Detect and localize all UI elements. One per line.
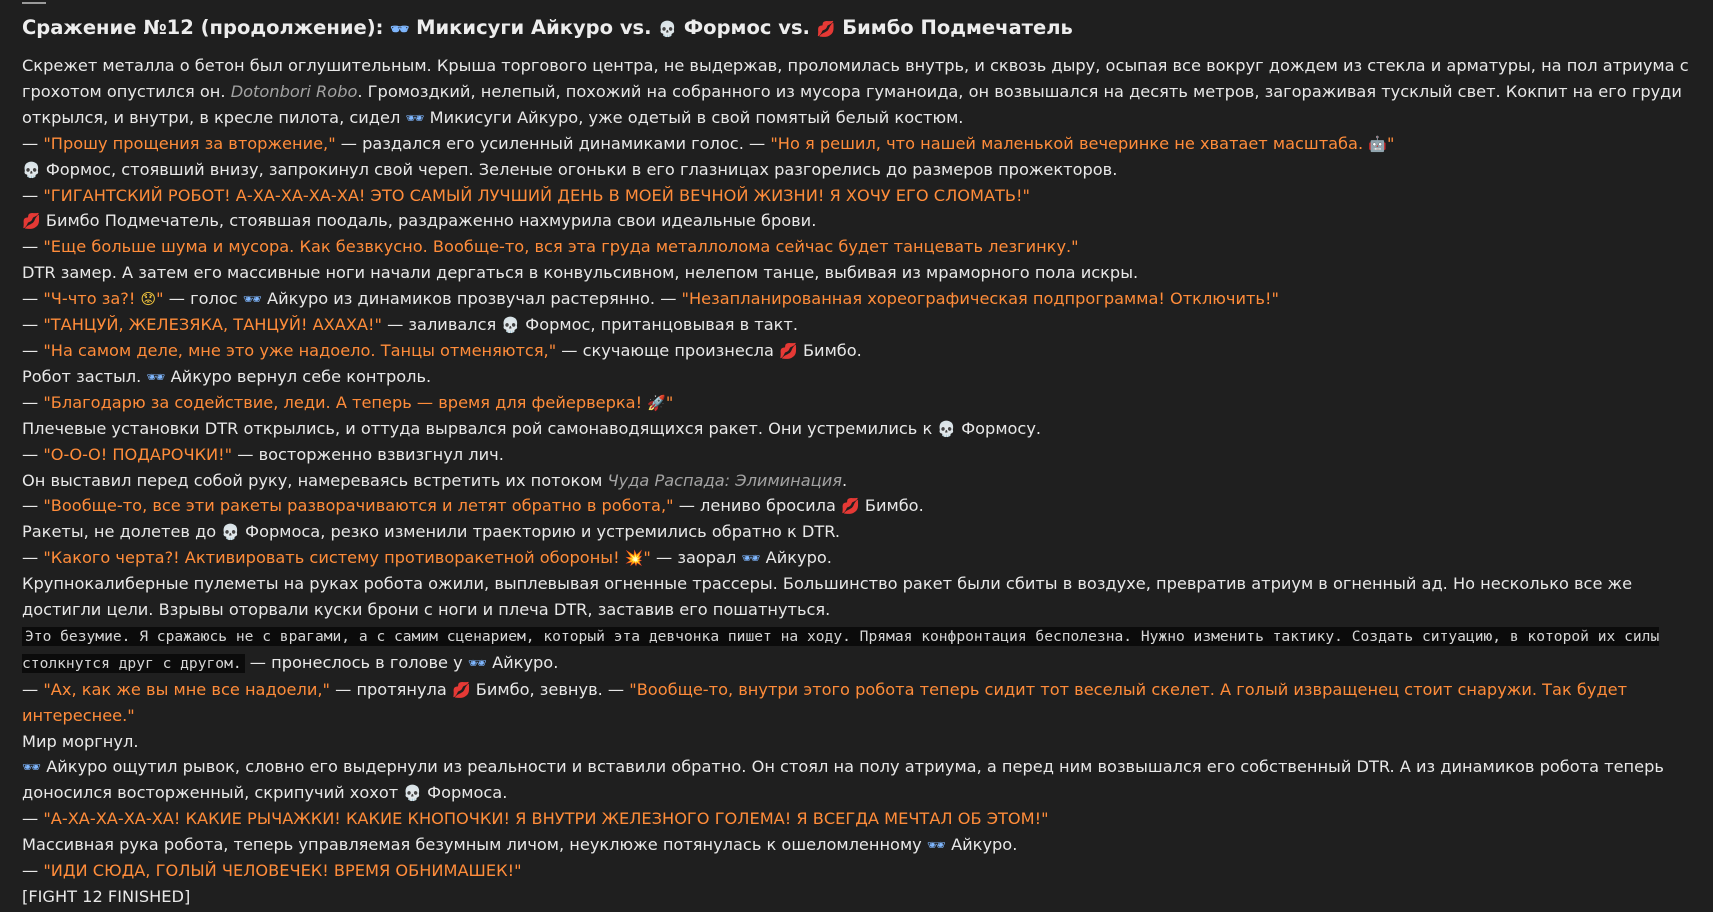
heading-prefix: Сражение №12 (продолжение): [22,16,391,39]
heading-vs-1: vs. [613,16,659,39]
dialogue-quote [43,289,163,308]
skull-icon: 💀 [937,419,957,438]
dash: — [22,496,44,516]
narration-text: Бимбо Подмечатель, стоявшая поодаль, раздраженно нахмурила свои идеальные брови. [40,211,817,231]
dialogue-text: "Но я решил, что нашей маленькой вечеринке не хватает масштаба. [770,133,1369,153]
quote-mark: " [156,289,164,309]
story-paragraph [22,183,1691,209]
heading-fighter-1: Микисуги Айкуро [409,16,614,39]
dialogue-quote: "Вообще-то, внутри этого робота теперь сидит тот веселый скелет. А голый извращенец стоит снаружи. Так будет интереснее." [22,679,1628,725]
dialogue-quote [43,548,651,567]
skull-icon: 💀 [403,784,423,803]
narration-text: — голос [163,289,243,309]
narration-text: Бимбо. [797,340,862,360]
narration-text: Мир моргнул. [22,731,139,751]
story-paragraph [22,234,1691,260]
lips-icon: 💋 [451,680,471,699]
sunglasses-icon: 🕶 [242,290,262,309]
narration-text: — пронеслось в голове у [244,652,468,672]
narration-text: Он выставил перед собой руку, намереваясь встретить их потоком [22,470,608,490]
robot-face-icon: 🤖 [1368,134,1387,153]
narration-text: — восторженно взвизгнул лич. [232,444,504,464]
narration-text: — заорал [650,548,742,568]
skull-icon: 💀 [22,160,41,179]
lips-icon: 💋 [816,20,836,38]
narration-text: Формос, пританцовывая в такт. [520,315,798,335]
story-paragraph [22,131,1691,157]
story-paragraph [22,519,1691,545]
story-paragraph [22,858,1691,884]
dash: — [22,548,44,568]
quote-mark: " [665,392,674,412]
dialogue-quote [43,393,673,412]
dash: — [22,392,44,412]
story-paragraph [22,442,1691,468]
dialogue-quote [770,134,1394,153]
story-paragraph [22,623,1691,677]
dialogue-text: "Благодарю за содействие, леди. А теперь — время для фейерверка! [43,392,648,412]
dash: — [22,679,44,699]
narration-text: Робот застыл. [22,366,147,386]
fight-heading [22,14,1073,42]
lips-icon: 💋 [841,497,860,516]
sunglasses-icon: 🕶 [741,549,761,568]
sunglasses-icon: 🕶 [467,653,487,672]
narration-text: . Громоздкий, нелепый, похожий на собранного из мусора гуманоида, он возвышался на десять метров, загораживая тусклый свет. Кокпит на его груди открылся, и внутри, в кресле пилота, сидел [22,81,1682,127]
quote-mark: " [643,548,651,568]
narration-text: Айкуро вернул себе контроль. [165,366,432,386]
narration-text: Бимбо, зевнув. — [470,679,630,699]
narration-text: Формоса, резко изменили траекторию и устремились обратно к DTR. [240,522,841,542]
narration-text: Плечевые установки DTR открылись, и оттуда вырвался рой самонаводящихся ракет. Они устремились к [22,418,938,438]
narration-text: Массивная рука робота, теперь управляемая безумным личом, неуклюже потянулась к ошеломленному [22,835,927,855]
dash: — [22,861,44,881]
narration-text: Формоса. [422,783,508,803]
story-paragraph [22,468,1691,494]
narration-text: — раздался его усиленный динамиками голос. — [335,133,771,153]
story-paragraph [22,832,1691,858]
dialogue-quote: "На самом деле, мне это уже надоело. Танцы отменяются," [43,340,557,360]
sunglasses-icon: 🕶 [405,108,425,127]
story-paragraph [22,286,1691,312]
skull-icon: 💀 [501,316,521,335]
sunglasses-icon: 🕶 [146,367,166,386]
dialogue-quote: "Прошу прощения за вторжение," [43,133,336,153]
story-paragraph [22,729,1691,755]
narration-text: . [841,470,848,490]
dash: — [22,315,44,335]
dash: — [22,444,44,464]
narration-text: Ракеты, не долетев до [22,522,222,542]
quote-mark: " [1386,133,1395,153]
story-paragraph [22,416,1691,442]
narration-text: [FIGHT 12 FINISHED] [22,887,191,906]
narration-text: Крупнокалиберные пулеметы на руках робота ожили, выплевывая огненные трассеры. Большинство ракет были сбиты в воздухе, превратив атриум в огненный ад. Но несколько все же достигли цели. Взрывы оторвали куски брони с ноги и плеча DTR, заставив его пошатнуться. [22,574,1633,620]
dialogue-quote: "О-О-О! ПОДАРОЧКИ!" [43,444,233,464]
fight-finished-marker [22,884,1691,910]
story-paragraph [22,260,1691,286]
dialogue-quote: "Ах, как же вы мне все надоели," [43,679,330,699]
narration-text: Формос, стоявший внизу, запрокинул свой череп. Зеленые огоньки в его глазницах разгорелись до размеров прожекторов. [40,159,1118,179]
story-paragraph [22,493,1691,519]
dialogue-quote: "ГИГАНТСКИЙ РОБОТ! А-ХА-ХА-ХА-ХА! ЭТО САМЫЙ ЛУЧШИЙ ДЕНЬ В МОЕЙ ВЕЧНОЙ ЖИЗНИ! Я ХОЧУ ЕГО СЛОМАТЬ!" [43,185,1030,205]
narration-text: Айкуро ощутил рывок, словно его выдернули из реальности и вставили обратно. Он стоял на полу атриума, а перед ним возвышался его собственный DTR. А из динамиков робота теперь доносился восторженный, скрипучий хохот [22,757,1664,803]
lips-icon: 💋 [22,212,41,231]
rocket-icon: 🚀 [647,393,666,412]
lips-icon: 💋 [779,341,798,360]
story-paragraph [22,390,1691,416]
story-paragraph [22,571,1691,623]
narration-text: Айкуро. [486,652,559,672]
story-paragraph [22,754,1691,806]
narration-text: Бимбо. [859,496,924,516]
dash: — [22,133,44,153]
sunglasses-icon: 🕶 [390,20,410,38]
dash: — [22,340,44,360]
narration-text: Айкуро. [760,548,832,568]
narration-text: — протянула [329,679,452,699]
dash: — [22,289,44,309]
narration-text: Формосу. [956,418,1042,438]
robot-name-italic: Dotonbori Robo [230,81,358,101]
dialogue-quote: "А-ХА-ХА-ХА-ХА! КАКИЕ РЫЧАЖКИ! КАКИЕ КНОПОЧКИ! Я ВНУТРИ ЖЕЛЕЗНОГО ГОЛЕМА! Я ВСЕГДА МЕЧТАЛ ОБ ЭТОМ!" [43,809,1049,829]
dash: — [22,809,44,829]
sunglasses-icon: 🕶 [926,836,946,855]
narration-text: Микисуги Айкуро, уже одетый в свой помятый белый костюм. [424,107,964,127]
dash: — [22,185,44,205]
heading-fighter-2: Формос [677,16,772,39]
dialogue-quote: "Еще больше шума и мусора. Как безвкусно. Вообще-то, вся эта груда металлолома сейчас будет танцевать лезгинку." [43,237,1079,257]
dialogue-text: "Какого черта?! Активировать систему противоракетной обороны! [43,548,625,568]
dialogue-text: "Ч-что за?! [43,289,141,309]
story-paragraph [22,312,1691,338]
story-paragraph [22,157,1691,183]
story-paragraph [22,208,1691,234]
narration-text: — скучающе произнесла [556,340,780,360]
dialogue-quote: "Вообще-то, все эти ракеты разворачиваются и летят обратно в робота," [43,496,674,516]
heading-vs-2: vs. [771,16,817,39]
collision-icon: 💥 [624,549,644,568]
sunglasses-icon: 🕶 [22,758,42,777]
heading-fighter-3: Бимбо Подмечатель [835,16,1073,39]
narration-text: Айкуро из динамиков прозвучал растерянно. — [261,289,682,309]
inner-thought-code: Это безумие. Я сражаюсь не с врагами, а с самим сценарием, который эта девчонка пишет на ходу. Прямая конфронтация бесполезна. Нужно изменить тактику. Создать ситуацию, в которой их силы столкнутся друг с другом. [22,627,1660,672]
dialogue-quote: "ИДИ СЮДА, ГОЛЫЙ ЧЕЛОВЕЧЕК! ВРЕМЯ ОБНИМАШЕК!" [43,861,522,881]
story-paragraph [22,677,1691,729]
narration-text: — заливался [381,315,502,335]
story-paragraph [22,364,1691,390]
story-content [22,53,1691,910]
narration-text: Айкуро. [945,835,1018,855]
skull-icon: 💀 [221,523,241,542]
spell-name-italic: Чуда Распада: Элиминация [607,470,842,490]
skull-icon: 💀 [658,20,678,38]
story-paragraph [22,806,1691,832]
narration-text: DTR замер. А затем его массивные ноги начали дергаться в конвульсивном, нелепом танце, выбивая из мраморного пола искры. [22,263,1139,283]
dialogue-quote: "ТАНЦУЙ, ЖЕЛЕЗЯКА, ТАНЦУЙ! АХАХА!" [43,315,382,335]
story-paragraph [22,53,1691,131]
narration-text: Скрежет металла о бетон был оглушительным. Крыша торгового центра, не выдержав, проломилась внутрь, и сквозь дыру, осыпая все вокруг дождем из стекла и арматуры, на пол атриума с грохотом опустился он. [22,56,1689,101]
story-paragraph [22,338,1691,364]
worried-face-icon: 😟 [140,290,157,309]
previous-message-edge [22,0,46,4]
dash: — [22,237,44,257]
narration-text: — лениво бросила [673,496,842,516]
story-paragraph [22,545,1691,571]
dialogue-quote: "Незапланированная хореографическая подпрограмма! Отключить!" [681,289,1279,309]
